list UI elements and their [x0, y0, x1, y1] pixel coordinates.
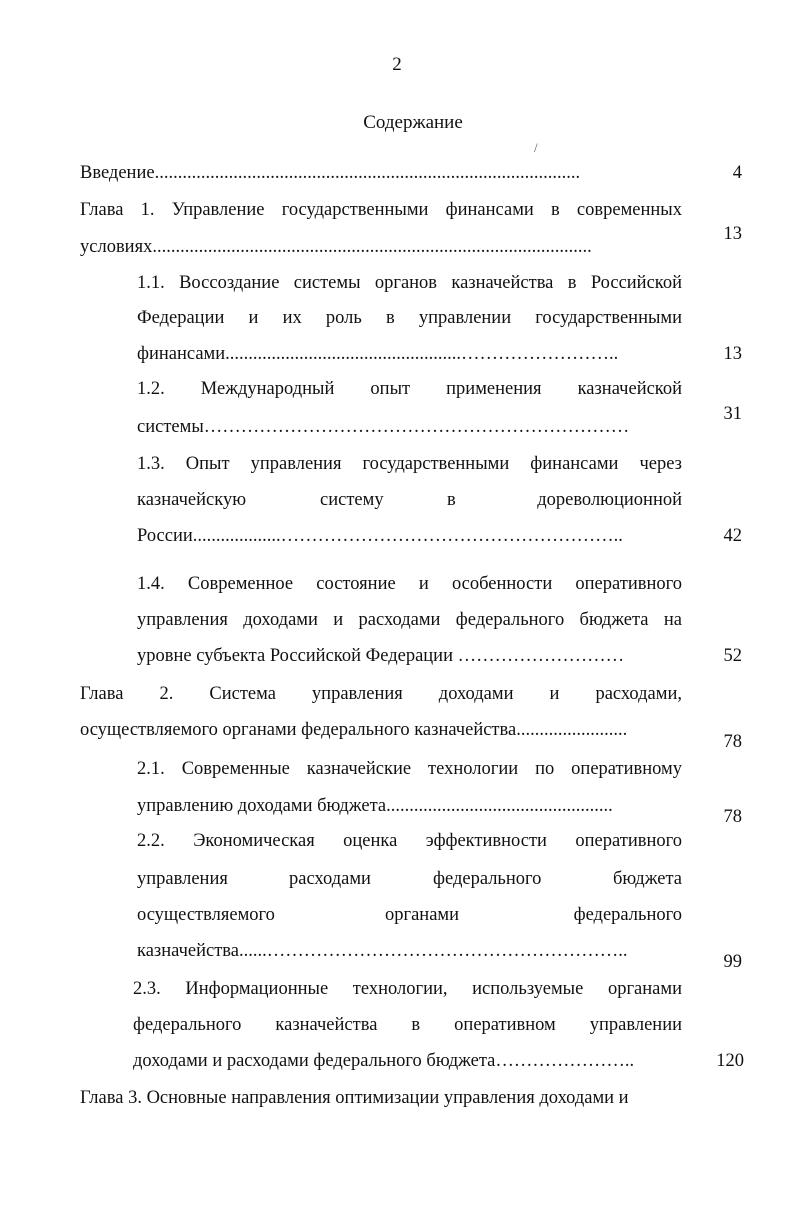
toc-title: Содержание: [363, 112, 463, 133]
toc-page-number: 78: [723, 807, 742, 827]
toc-line: 2.1. Современные казначейские технологии по оперативному: [137, 759, 682, 779]
toc-line: условиях...............................................................................................: [80, 237, 592, 257]
toc-page-number: 52: [723, 646, 742, 666]
toc-page-number: 78: [723, 732, 742, 752]
toc-line: 1.2. Международный опыт применения казначейской: [137, 379, 682, 399]
toc-line: Глава 3. Основные направления оптимизации управления доходами и: [80, 1088, 629, 1108]
toc-page-number: 42: [723, 526, 742, 546]
toc-line: осуществляемого органами федерального: [137, 905, 682, 925]
toc-page-number: 120: [716, 1051, 744, 1071]
toc-line: системы……………………………………………………………: [137, 417, 630, 437]
toc-line: Глава 1. Управление государственными финансами в современных: [80, 200, 682, 220]
toc-page-number: 31: [723, 404, 742, 424]
toc-page-number: 99: [723, 952, 742, 972]
toc-line: России...................………………………………………………..: [137, 526, 623, 546]
toc-line: управления доходами и расходами федерального бюджета на: [137, 610, 682, 630]
toc-line: Глава 2. Система управления доходами и расходами,: [80, 684, 682, 704]
toc-line: 1.3. Опыт управления государственными финансами через: [137, 454, 682, 474]
toc-line: 1.1. Воссоздание системы органов казначейства в Российской: [137, 273, 682, 293]
page-number: 2: [392, 54, 402, 75]
stray-mark: /: [534, 140, 538, 155]
toc-line: 2.3. Информационные технологии, используемые органами: [133, 979, 682, 999]
toc-page-number: 13: [723, 224, 742, 244]
toc-line: осуществляемого органами федерального казначейства........................: [80, 720, 628, 740]
toc-line: доходами и расходами федерального бюджета…………………..: [133, 1051, 635, 1071]
toc-line: управления расходами федерального бюджета: [137, 869, 682, 889]
toc-line: управлению доходами бюджета.................................................: [137, 796, 613, 816]
toc-line: федерального казначейства в оперативном управлении: [133, 1015, 682, 1035]
toc-line: 2.2. Экономическая оценка эффективности оперативного: [137, 831, 682, 851]
toc-line: уровне субъекта Российской Федерации ………………………: [137, 646, 625, 666]
toc-page-number: 13: [723, 344, 742, 364]
toc-line: Федерации и их роль в управлении государственными: [137, 308, 682, 328]
toc-line: Введение............................................................................................: [80, 163, 581, 183]
toc-line: финансами...................................................……………………..: [137, 344, 619, 364]
toc-line: казначейскую систему в дореволюционной: [137, 490, 682, 510]
toc-line: казначейства......…………………………………………………..: [137, 941, 628, 961]
toc-page-number: 4: [732, 163, 742, 183]
toc-line: 1.4. Современное состояние и особенности оперативного: [137, 574, 682, 594]
